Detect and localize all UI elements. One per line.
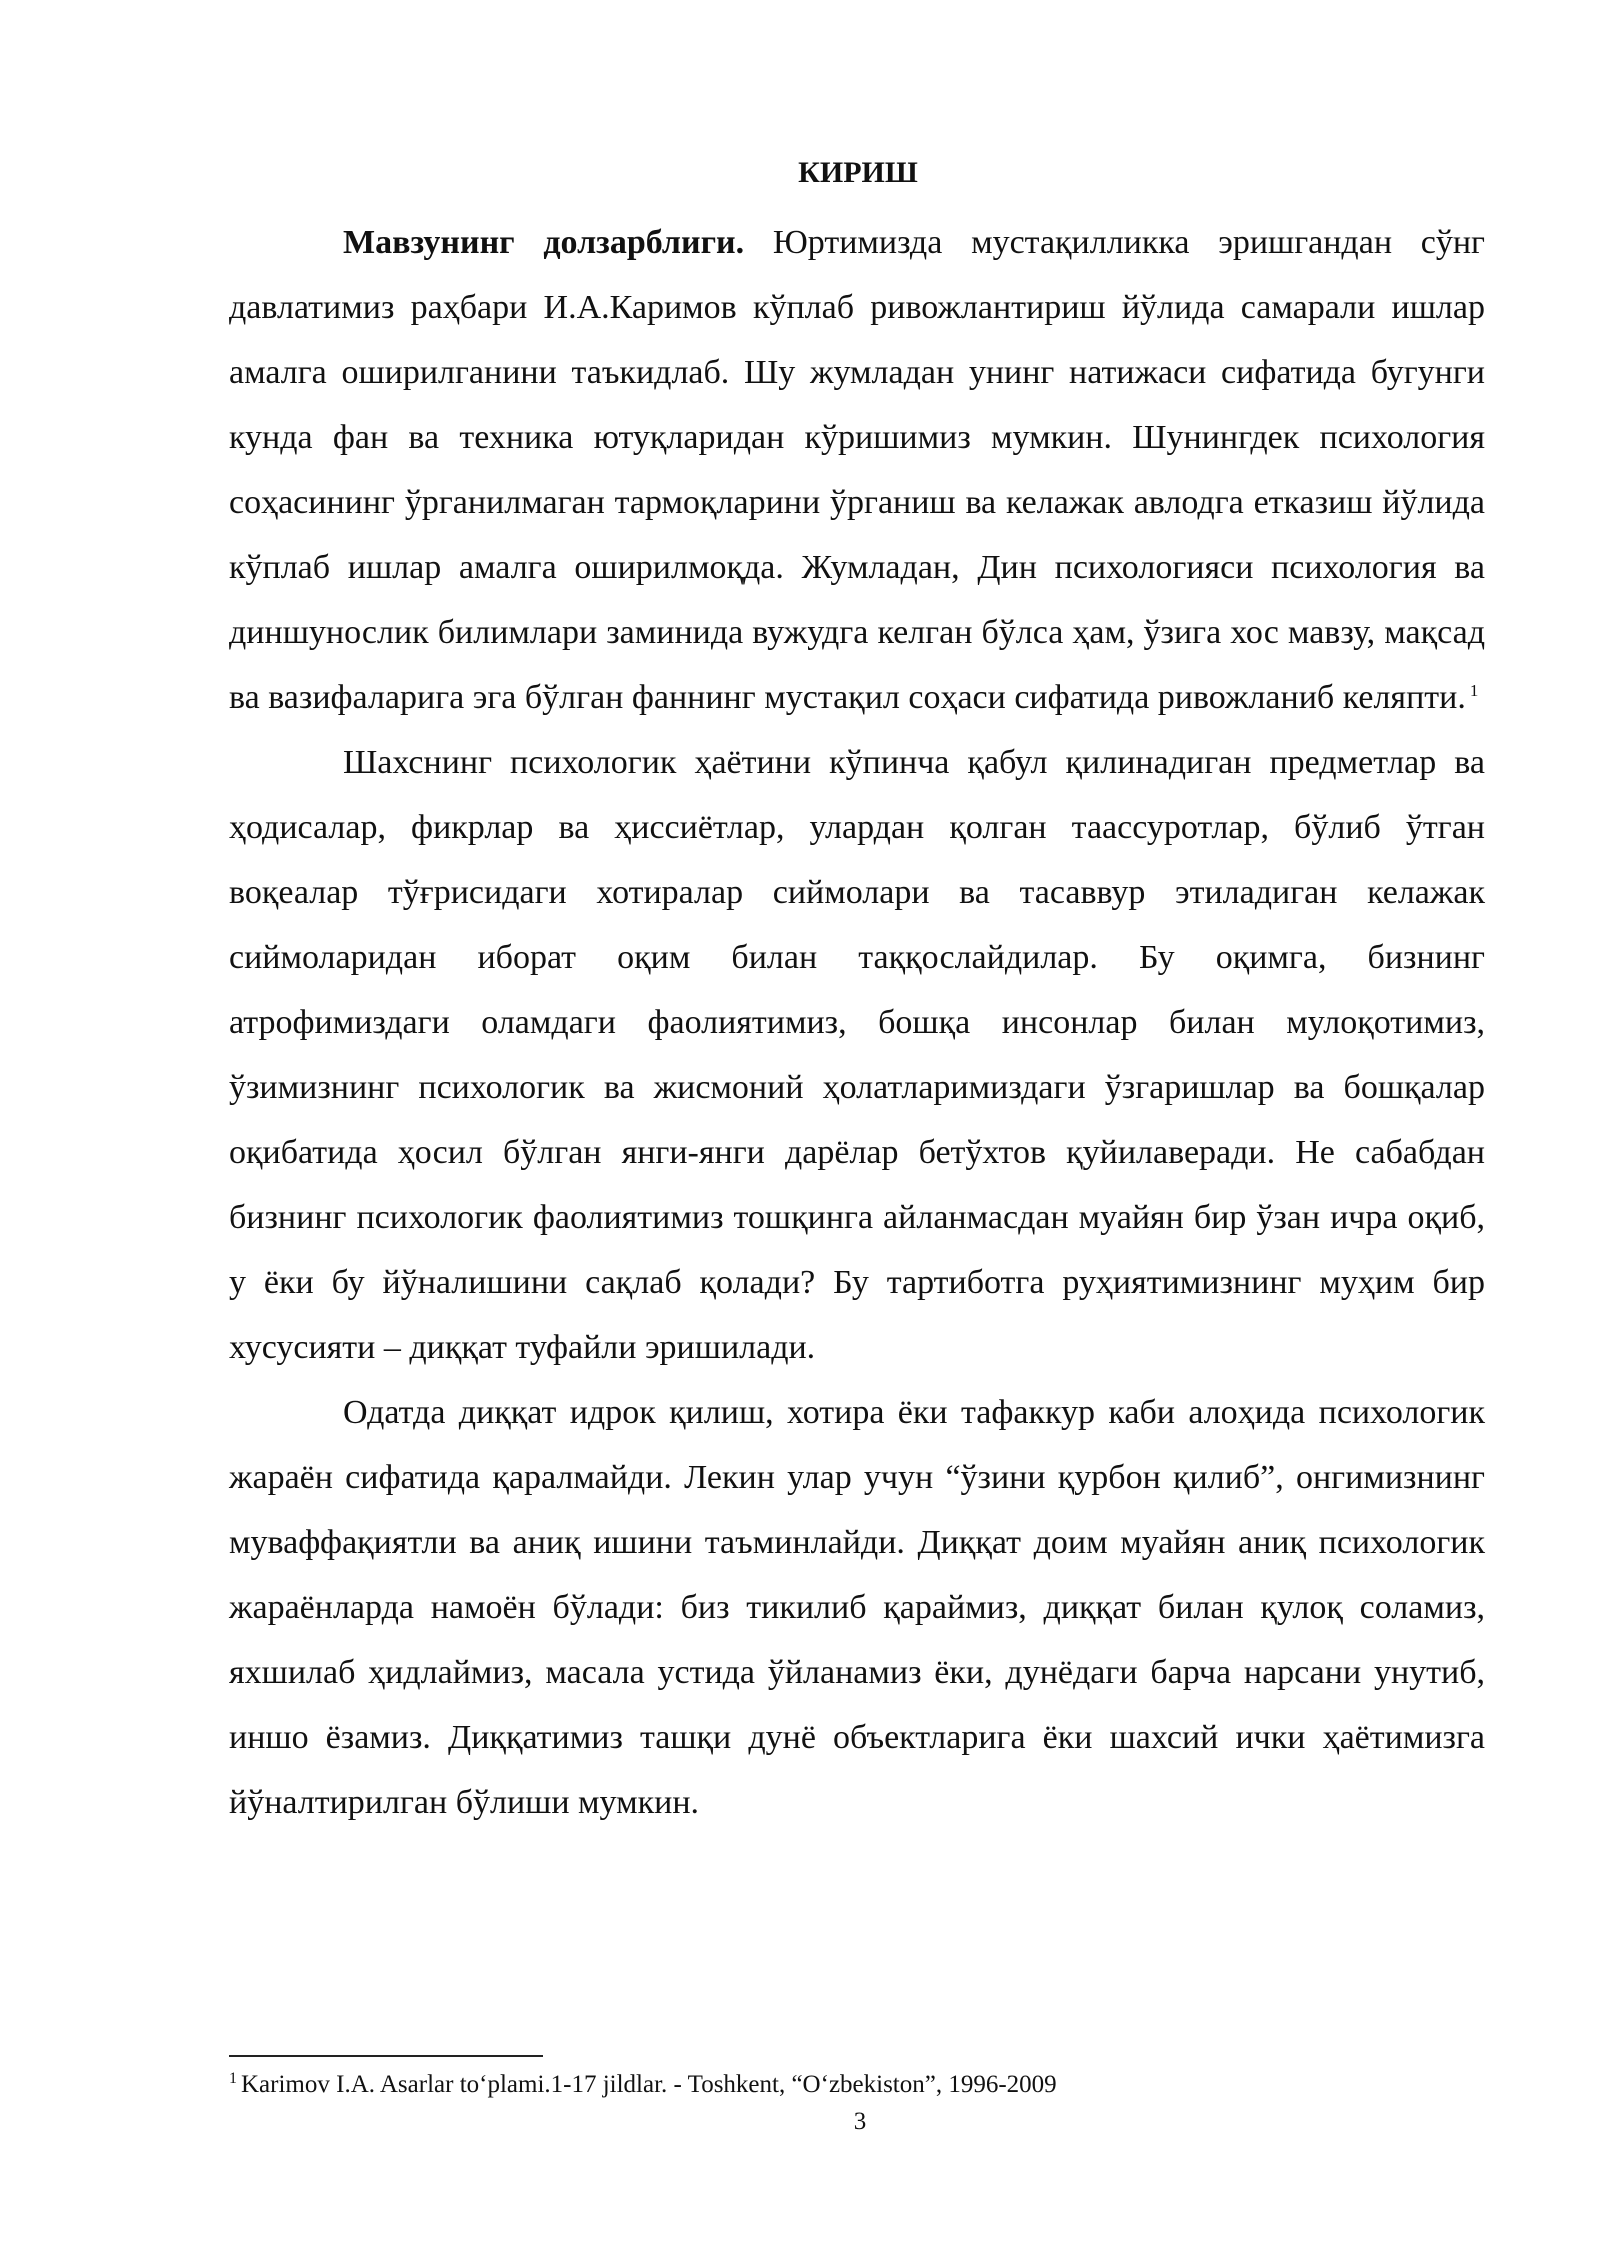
body-text <box>229 210 1485 1835</box>
paragraph-text: Одатда диққат идрок қилиш, хотира ёки тафаккур каби алоҳида психологик жараён сифатида қаралмайди. Лекин улар учун “ўзини қурбон қилиб”, онгимизнинг муваффақиятли ва аниқ ишини таъминлайди. Диққат доим муайян аниқ психологик жараёнларда намоён бўлади: биз тикилиб қараймиз, диққат билан қулоқ соламиз, яхшилаб ҳидлаймиз, масала устида ўйланамиз ёки, дунёдаги барча нарсани унутиб, иншо ёзамиз. Диққатимиз ташқи дунё объектларига ёки шахсий ички ҳаётимизга йўналтирилган бўлиши мумкин. <box>229 1394 1485 1821</box>
page-number: 3 <box>853 2108 867 2135</box>
footnote-text: Karimov I.A. Asarlar to‘plami.1-17 jildlar. - Toshkent, “O‘zbekiston”, 1996-2009 <box>241 2071 1057 2098</box>
paragraph-lead-bold: Мавзунинг долзарблиги. <box>343 224 745 261</box>
paragraph-3 <box>229 1380 1485 1835</box>
footnote-reference[interactable]: 1 <box>1469 680 1479 700</box>
paragraph-text: Шахснинг психологик ҳаётини кўпинча қабул қилинадиган предметлар ва ҳодисалар, фикрлар ва ҳиссиётлар, улардан қолган таассуротлар, бўлиб ўтган воқеалар тўғрисидаги хотиралар сиймолари ва тасаввур этиладиган келажак сиймоларидан иборат оқим билан таққослайдилар. Бу оқимга, бизнинг атрофимиздаги оламдаги фаолиятимиз, бошқа инсонлар билан мулоқотимиз, ўзимизнинг психологик ва жисмоний ҳолатларимиздаги ўзгаришлар ва бошқалар оқибатида ҳосил бўлган янги-янги дарёлар бетўхтов қуйилаверади. Не сабабдан бизнинг психологик фаолиятимиз тошқинга айланмасдан муайян бир ўзан ичра оқиб, у ёки бу йўналишини сақлаб қолади? Бу тартиботга руҳиятимизнинг муҳим бир хусусияти – диққат туфайли эришилади. <box>229 744 1485 1366</box>
footnote-separator <box>229 2055 543 2057</box>
section-heading: КИРИШ <box>798 156 918 189</box>
paragraph-1 <box>229 210 1485 730</box>
paragraph-2 <box>229 730 1485 1380</box>
footnote <box>229 2069 1485 2101</box>
paragraph-text: Юртимизда мустақилликка эришгандан сўнг давлатимиз раҳбари И.А.Каримов кўплаб ривожлантириш йўлида самарали ишлар амалга оширилганини таъкидлаб. Шу жумладан унинг натижаси сифатида бугунги кунда фан ва техника ютуқларидан кўришимиз мумкин. Шунингдек психология соҳасининг ўрганилмаган тармоқларини ўрганиш ва келажак авлодга етказиш йўлида кўплаб ишлар амалга оширилмоқда. Жумладан, Дин психологияси психология ва диншунослик билимлари заминида вужудга келган бўлса ҳам, ўзига хос мавзу, мақсад ва вазифаларига эга бўлган фаннинг мустақил соҳаси сифатида ривожланиб келяпти. <box>229 224 1485 716</box>
footnote-number: 1 <box>229 2069 237 2087</box>
